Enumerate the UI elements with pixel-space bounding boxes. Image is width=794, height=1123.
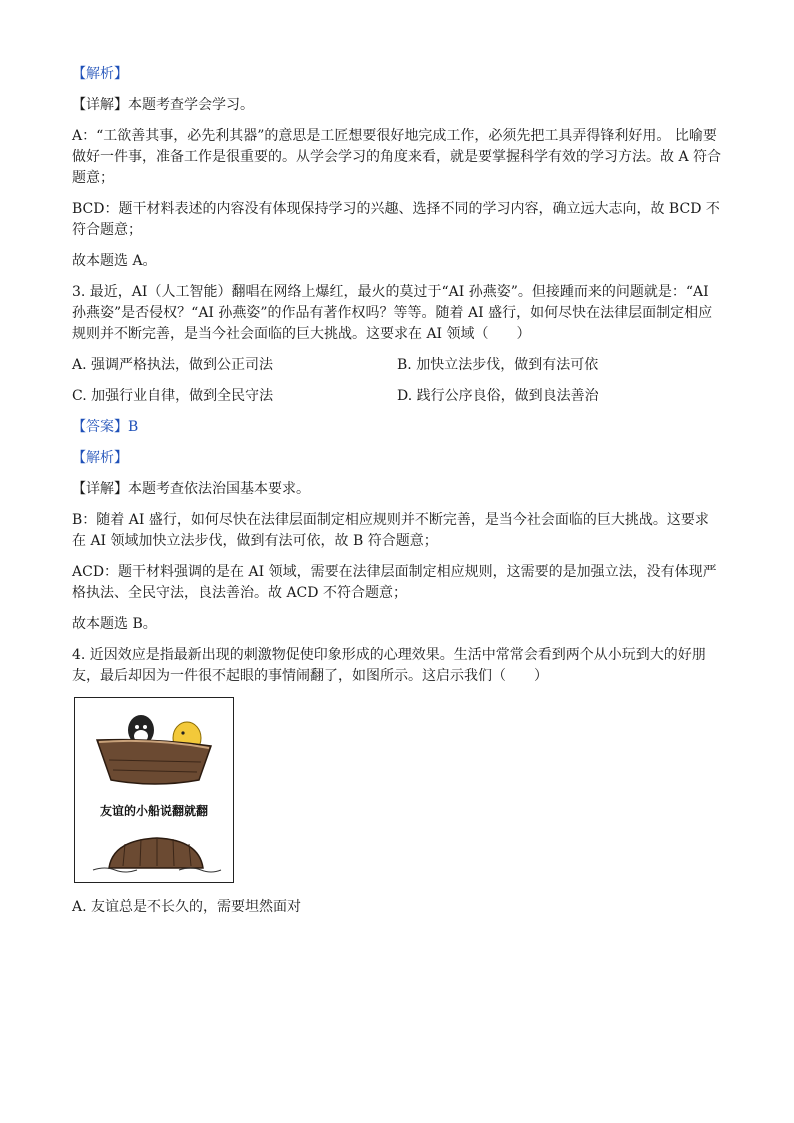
friendship-boat-cartoon [74, 697, 234, 883]
boat-illustration [75, 698, 233, 882]
question-3-options [72, 355, 722, 407]
option-acd-explanation: ACD：题干材料强调的是在 AI 领域，需要在法律层面制定相应规则，这需要的是加强立法，没有体现严格执法、全民守法，良法善治。故 ACD 不符合题意； [72, 564, 717, 601]
detail-line: 【详解】本题考查学会学习。 [72, 97, 254, 113]
question-3-stem: 3. 最近，AI（人工智能）翻唱在网络上爆红，最火的莫过于“AI 孙燕姿”。但接踵而来的问题就是：“AI 孙燕姿”是否侵权？“AI 孙燕姿”的作品有著作权吗？等等。随着 AI 盛行，如何尽快在法律层面制定相应规则并不断完善，是当今社会面临的巨大挑战。这要求在 AI 领域（ ） [72, 284, 713, 342]
document-page [72, 64, 722, 928]
option-bcd-explanation: BCD：题干材料表述的内容没有体现保持学习的兴趣、选择不同的学习内容，确立远大志向，故 BCD 不符合题意； [72, 201, 720, 238]
analysis-tag: 【解析】 [72, 66, 128, 82]
question-4-stem: 4. 近因效应是指最新出现的刺激物促使印象形成的心理效果。生活中常常会看到两个从小玩到大的好朋友，最后却因为一件很不起眼的事情闹翻了，如图所示。这启示我们（ ） [72, 647, 706, 684]
conclusion-2: 故本题选 B。 [72, 616, 157, 632]
option-a-explanation: A：“工欲善其事，必先利其器”的意思是工匠想要很好地完成工作，必须先把工具弄得锋利好用。 比喻要做好一件事，准备工作是很重要的。从学会学习的角度来看，就是要掌握科学有效的学习方法。故 A 符合题意； [72, 128, 722, 186]
option-d: D. 践行公序良俗，做到良法善治 [397, 388, 599, 404]
conclusion: 故本题选 A。 [72, 253, 157, 269]
option-c: C. 加强行业自律，做到全民守法 [72, 388, 274, 404]
option-b-explanation: B：随着 AI 盛行，如何尽快在法律层面制定相应规则并不断完善，是当今社会面临的巨大挑战。这要求在 AI 领域加快立法步伐，做到有法可依，故 B 符合题意； [72, 512, 709, 549]
question-4-option-a: A. 友谊总是不长久的，需要坦然面对 [72, 899, 302, 915]
option-a: A. 强调严格执法，做到公正司法 [72, 357, 274, 373]
analysis-tag-2: 【解析】 [72, 450, 128, 466]
cartoon-caption: 友谊的小船说翻就翻 [99, 804, 208, 818]
detail-line-2: 【详解】本题考查依法治国基本要求。 [72, 481, 310, 497]
option-b: B. 加快立法步伐，做到有法可依 [397, 357, 599, 373]
answer-line: 【答案】B [72, 419, 139, 435]
